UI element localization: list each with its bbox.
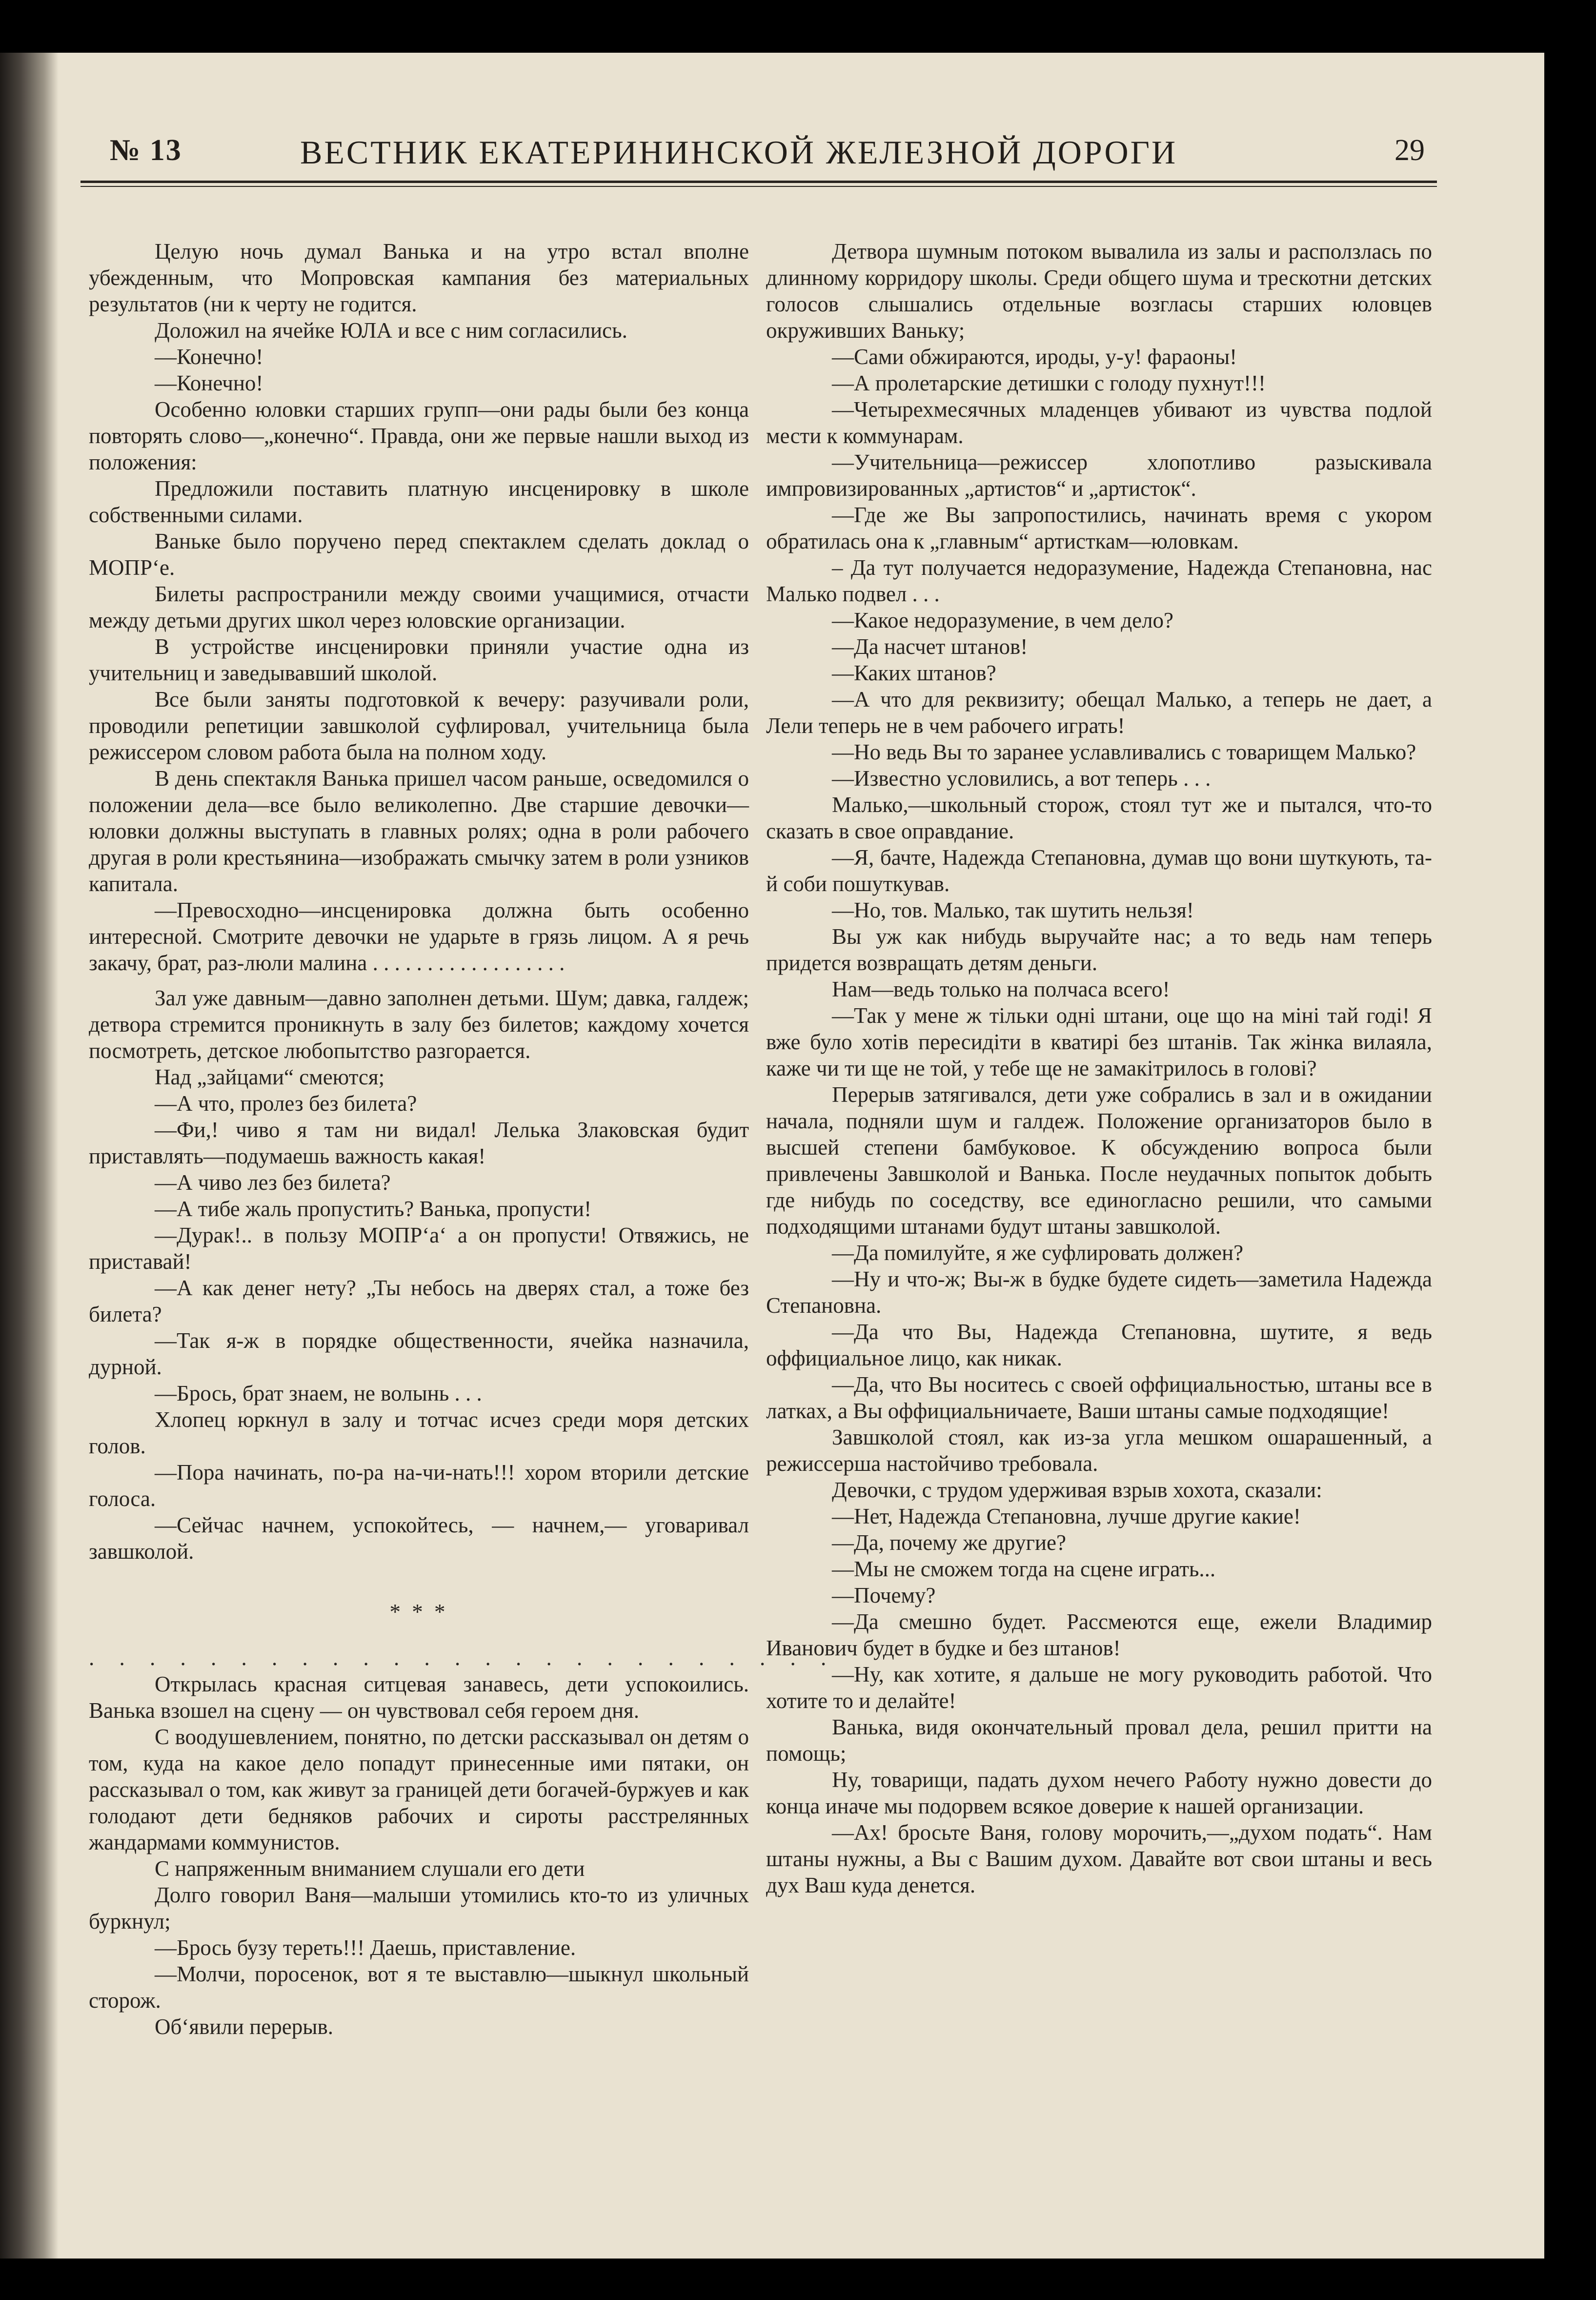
dotted-leader: . . . . . . . . . . . . . . . . . . . . . . . . .: [89, 1646, 836, 1670]
paragraph: Детвора шумным потоком вывалила из залы и расползлась по длинному корридору школы. Среди общего шума и трескотни детских голосов слышались отдельные возгласы старших юловцев окруживших Ваньку;: [766, 239, 1432, 343]
paragraph: —Превосходно—инсценировка должна быть особенно интересной. Смотрите девочки не ударьте в грязь лицом. А я речь закачу, брат, раз-люли малина . . . . . . . . . . . . . . . . . .: [89, 898, 749, 975]
book-spine-shadow: [0, 53, 59, 2259]
paragraph: —Сейчас начнем, успокойтесь, — начнем,— уговаривал завшколой.: [89, 1513, 749, 1564]
paragraph: —Молчи, поросенок, вот я те выставлю—шыкнул школьный сторож.: [89, 1962, 749, 2013]
paragraph: Предложили поставить платную инсценировку в школе собственными силами.: [89, 476, 749, 527]
paragraph: —Так у мене ж тільки одні штани, оце що на міні тай годі! Я вже було хотів пересидіти в кватирі без штанів. Так жінка вилаяла, каже чи ти ще не той, у тебе ще не замакітрилось в голові?: [766, 1003, 1432, 1080]
paragraph: Ванька, видя окончательный провал дела, решил притти на помощь;: [766, 1715, 1432, 1766]
right-column: [766, 238, 1432, 1898]
paragraph: Малько,—школьный сторож, стоял тут же и пытался, что-то сказать в свое оправдание.: [766, 793, 1432, 843]
journal-title: ВЕСТНИК ЕКАТЕРИНИНСКОЙ ЖЕЛЕЗНОЙ ДОРОГИ: [300, 134, 1178, 171]
paragraph: —А тибе жаль пропустить? Ванька, пропусти!: [155, 1197, 592, 1221]
paragraph: —Ну, как хотите, я дальше не могу руководить работой. Что хотите то и делайте!: [766, 1662, 1432, 1713]
section-separator: * * *: [389, 1600, 448, 1624]
paragraph: Все были заняты подготовкой к вечеру: разучивали роли, проводили репетиции завшколой суфлировал, учительница была режиссером словом работа была на полном ходу.: [89, 687, 749, 764]
paragraph: —Да, что Вы носитесь с своей оффициальностью, штаны все в латках, а Вы оффициальничаете, Ваши штаны самые подходящие!: [766, 1372, 1432, 1423]
paragraph: —Да помилуйте, я же суфлировать должен?: [832, 1241, 1244, 1265]
paragraph: —Четырехмесячных младенцев убивают из чувства подлой мести к коммунарам.: [766, 397, 1432, 448]
paragraph: —А чиво лез без билета?: [155, 1170, 391, 1195]
paragraph: —Фи,! чиво я там ни видал! Лелька Злаковская будит приставлять—подумаешь важность какая!: [89, 1118, 749, 1168]
paragraph: —Да, почему же другие?: [832, 1530, 1066, 1555]
paragraph: Завшколой стоял, как из-за угла мешком ошарашенный, а режиссерша настойчиво требовала.: [766, 1425, 1432, 1476]
paragraph: —Брось бузу тереть!!! Даешь, приставление.: [155, 1935, 576, 1960]
paragraph: —Так я-ж в порядке общественности, ячейка назначила, дурной.: [89, 1328, 749, 1379]
paragraph: —Нет, Надежда Степановна, лучше другие какие!: [832, 1504, 1301, 1528]
paragraph: – Да тут получается недоразумение, Надежда Степановна, нас Малько подвел . . .: [766, 555, 1432, 606]
paragraph: —Учительница—режиссер хлопотливо разыскивала импровизированных „артистов“ и „артисток“.: [766, 450, 1432, 501]
paragraph: —Я, бачте, Надежда Степановна, думав що вони шуткують, та-й соби пошуткував.: [766, 845, 1432, 896]
paragraph: В день спектакля Ванька пришел часом раньше, осведомился о положении дела—все было великолепно. Две старшие девочки—юловки должны выступать в главных ролях; одна в роли рабочего другая в роли крестьянина—изображать смычку затем в роли узников капитала.: [89, 766, 749, 896]
paragraph: —Где же Вы запропостились, начинать время с укором обратилась она к „главным“ артисткам—юловкам.: [766, 503, 1432, 553]
paragraph: Открылась красная ситцевая занавесь, дети успокоились. Ванька взошел на сцену — он чувствовал себя героем дня.: [89, 1672, 749, 1723]
paragraph: —Конечно!: [155, 345, 263, 369]
paragraph: —Почему?: [832, 1583, 936, 1608]
paragraph: Доложил на ячейке ЮЛА и все с ним согласились.: [155, 318, 627, 343]
paragraph: —Какое недоразумение, в чем дело?: [832, 608, 1174, 632]
paragraph: —Ну и что-ж; Вы-ж в будке будете сидеть—заметила Надежда Степановна.: [766, 1267, 1432, 1318]
issue-number: № 13: [110, 134, 182, 167]
paragraph: Хлопец юркнул в залу и тотчас исчез среди моря детских голов.: [89, 1407, 749, 1458]
paragraph: —Дурак!.. в пользу МОПР‘а‘ а он пропусти! Отвяжись, не приставай!: [89, 1223, 749, 1274]
paragraph: —Ах! бросьте Ваня, голову морочить,—„духом подать“. Нам штаны нужны, а Вы с Вашим духом. Давайте вот свои штаны и весь дух Ваш куда денется.: [766, 1820, 1432, 1897]
paragraph: Девочки, с трудом удерживая взрыв хохота, сказали:: [832, 1478, 1322, 1502]
paragraph: Над „зайцами“ смеются;: [155, 1065, 385, 1089]
paragraph: Целую ночь думал Ванька и на утро встал вполне убежденным, что Мопровская кампания без материальных результатов (ни к черту не годится.: [89, 239, 749, 316]
paragraph: Об‘явили перерыв.: [155, 2015, 333, 2039]
paragraph: Перерыв затягивался, дети уже собрались в зал и в ожидании начала, подняли шум и галдеж. Положение организаторов было в высшей степени бамбуковое. К обсуждению вопроса были привлечены Завшколой и Ванька. После неудачных попыток добыть где нибудь по соседству, все единогласно решили, что самыми подходящими штанами будут штаны завшколой.: [766, 1082, 1432, 1239]
paragraph: Особенно юловки старших групп—они рады были без конца повторять слово—„конечно“. Правда, они же первые нашли выход из положения:: [89, 397, 749, 474]
paragraph: Вы уж как нибудь выручайте нас; а то ведь нам теперь придется возвращать детям деньги.: [766, 924, 1432, 975]
running-header: [110, 133, 1434, 172]
paragraph: Ну, товарищи, падать духом нечего Работу нужно довести до конца иначе мы подорвем всякое доверие к нашей организации.: [766, 1768, 1432, 1818]
paragraph: Нам—ведь только на полчаса всего!: [832, 977, 1170, 1001]
paragraph: Билеты распространили между своими учащимися, отчасти между детьми других школ через юловские организации.: [89, 582, 749, 632]
scanned-page: [0, 53, 1544, 2259]
paragraph: —А что, пролез без билета?: [155, 1091, 417, 1116]
paragraph: —А пролетарские детишки с голоду пухнут!!!: [832, 371, 1266, 395]
paragraph: —Да насчет штанов!: [832, 634, 1028, 659]
paragraph: Долго говорил Ваня—малыши утомились кто-то из уличных буркнул;: [89, 1883, 749, 1934]
paragraph: —Сами обжираются, ироды, у-у! фараоны!: [832, 345, 1237, 369]
left-column: [89, 238, 836, 2040]
paragraph: —А как денег нету? „Ты небось на дверях стал, а тоже без билета?: [89, 1276, 749, 1326]
paragraph: —Известно условились, а вот теперь . . .: [832, 766, 1211, 791]
header-rule-thick: [81, 181, 1437, 183]
paragraph: —А что для реквизиту; обещал Малько, а теперь не дает, а Лели теперь не в чем рабочего играть!: [766, 687, 1432, 738]
paragraph: —Мы не сможем тогда на сцене играть...: [832, 1557, 1216, 1581]
paragraph: В устройстве инсценировки приняли участие одна из учительниц и заведывавший школой.: [89, 634, 749, 685]
paragraph: —Но, тов. Малько, так шутить нельзя!: [832, 898, 1194, 922]
paragraph: —Да смешно будет. Рассмеются еще, ежели Владимир Иванович будет в будке и без штанов!: [766, 1609, 1432, 1660]
header-rule-thin: [81, 186, 1437, 187]
paragraph: С воодушевлением, понятно, по детски рассказывал он детям о том, куда на какое дело попадут принесенные ими пятаки, он рассказывал о том, как живут за границей дети богачей-буржуев и как голодают дети бедняков рабочих и сироты расстрелянных жандармами коммунистов.: [89, 1725, 749, 1854]
paragraph: С напряженным вниманием слушали его дети: [155, 1856, 585, 1881]
paragraph: —Каких штанов?: [832, 661, 996, 685]
scan-border: [1544, 0, 1596, 2300]
paragraph: Ваньке было поручено перед спектаклем сделать доклад о МОПР‘е.: [89, 529, 749, 580]
paragraph: —Пора начинать, по-ра на-чи-нать!!! хором вторили детские голоса.: [89, 1460, 749, 1511]
paragraph: Зал уже давным—давно заполнен детьми. Шум; давка, галдеж; детвора стремится проникнуть в залу без билетов; каждому хочется посмотреть, детское любопытство разгорается.: [89, 986, 749, 1063]
paragraph: —Брось, брат знаем, не волынь . . .: [155, 1381, 482, 1405]
paragraph: —Да что Вы, Надежда Степановна, шутите, я ведь оффициальное лицо, как никак.: [766, 1320, 1432, 1370]
paragraph: —Конечно!: [155, 371, 263, 395]
page-number: 29: [1394, 134, 1425, 167]
paragraph: —Но ведь Вы то заранее уславливались с товарищем Малько?: [832, 740, 1416, 764]
